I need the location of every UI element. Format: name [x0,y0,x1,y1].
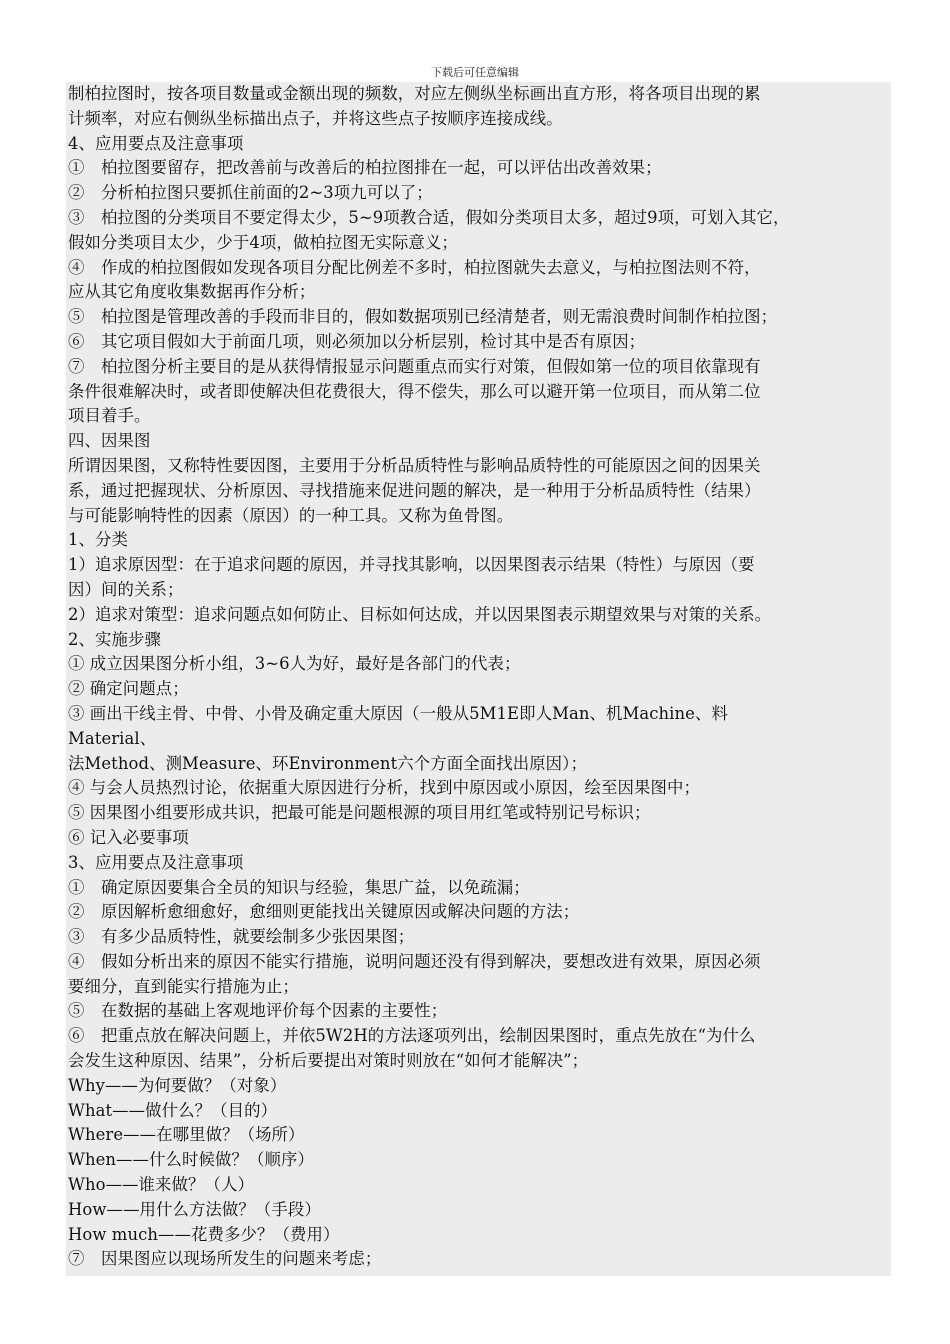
text-line: ⑦ 柏拉图分析主要目的是从获得情报显示问题重点而实行对策，但假如第一位的项目依靠现有 [68,356,761,376]
text-line: Material、 [68,728,157,748]
document-body [66,82,891,1276]
text-line: 四、因果图 [68,431,151,451]
text-line: ① 成立因果图分析小组，3~6人为好，最好是各部门的代表； [68,654,521,674]
text-line: 法Method、测Measure、环Environment六个方面全面找出原因）； [68,753,587,773]
text-line: 1）追求原因型：在于追求问题的原因，并寻找其影响，以因果图表示结果（特性）与原因（要 [68,555,755,575]
text-line: 要细分，直到能实行措施为止； [68,976,299,996]
text-line: How——用什么方法做？（手段） [68,1199,321,1219]
text-line: When——什么时候做？（顺序） [68,1150,314,1170]
text-line: 条件很难解决时，或者即使解决但花费很大，得不偿失，那么可以避开第一位项目，而从第二位 [68,381,761,401]
text-line: 与可能影响特性的因素（原因）的一种工具。又称为鱼骨图。 [68,505,514,525]
text-line: How much——花费多少？（费用） [68,1224,340,1244]
text-line: ⑥ 记入必要事项 [68,827,189,847]
text-line: What——做什么？（目的） [68,1100,278,1120]
text-line: ⑥ 其它项目假如大于前面几项，则必须加以分析层别，检讨其中是否有原因； [68,331,646,351]
text-line: 因）间的关系； [68,579,184,599]
text-line: ⑦ 因果图应以现场所发生的问题来考虑； [68,1249,382,1269]
text-line: 2）追求对策型：追求问题点如何防止、目标如何达成，并以因果图表示期望效果与对策的关系。 [68,604,772,624]
text-line: 3、应用要点及注意事项 [68,852,244,872]
text-line: ① 柏拉图要留存，把改善前与改善后的柏拉图排在一起，可以评估出改善效果； [68,158,662,178]
text-line: ⑤ 柏拉图是管理改善的手段而非目的，假如数据项别已经清楚者，则无需浪费时间制作柏拉图； [68,307,778,327]
text-line: ④ 作成的柏拉图假如发现各项目分配比例差不多时，柏拉图就失去意义，与柏拉图法则不符， [68,257,761,277]
text-line: ⑤ 在数据的基础上客观地评价每个因素的主要性； [68,1001,448,1021]
text-line: Who——谁来做？（人） [68,1175,254,1195]
text-line: 所谓因果图，又称特性要因图，主要用于分析品质特性与影响品质特性的可能原因之间的因果关 [68,455,761,475]
text-line: ④ 假如分析出来的原因不能实行措施，说明问题还没有得到解决，要想改进有效果，原因必须 [68,951,761,971]
text-line: ④ 与会人员热烈讨论，依据重大原因进行分析，找到中原因或小原因，绘至因果图中； [68,778,700,798]
text-line: 制柏拉图时，按各项目数量或金额出现的频数，对应左侧纵坐标画出直方形，将各项目出现的累 [68,84,761,103]
text-line: ② 确定问题点； [68,679,189,699]
text-line: ③ 画出干线主骨、中骨、小骨及确定重大原因（一般从5M1E即人Man、机Machine、料 [68,703,728,723]
text-line: 系，通过把握现状、分析原因、寻找措施来促进问题的解决，是一种用于分析品质特性（结果） [68,480,761,500]
text-line: ② 分析柏拉图只要抓住前面的2~3项九可以了； [68,183,433,203]
text-line: 假如分类项目太少，少于4项，做柏拉图无实际意义； [68,232,458,252]
text-line: 会发生这种原因、结果”，分析后要提出对策时则放在“如何才能解决”； [68,1051,589,1071]
text-line: 应从其它角度收集数据再作分析； [68,282,316,302]
text-line: ② 原因解析愈细愈好，愈细则更能找出关键原因或解决问题的方法； [68,902,580,922]
text-line: ① 确定原因要集合全员的知识与经验，集思广益，以免疏漏； [68,877,530,897]
text-line: ⑥ 把重点放在解决问题上，并依5W2H的方法逐项列出，绘制因果图时，重点先放在“为什么 [68,1026,756,1046]
text-line: 2、实施步骤 [68,629,161,649]
text-line: ③ 柏拉图的分类项目不要定得太少，5~9项教合适，假如分类项目太多，超过9项，可划入其它， [68,207,790,227]
text-line: 1、分类 [68,530,128,550]
text-line: ③ 有多少品质特性，就要绘制多少张因果图； [68,927,415,947]
text-line: Where——在哪里做？（场所） [68,1125,305,1145]
page-header: 下载后可任意编辑 [431,66,519,79]
text-line: 项目着手。 [68,406,151,426]
text-line: 计频率，对应右侧纵坐标描出点子，并将这些点子按顺序连接成线。 [68,108,563,128]
text-line: 4、应用要点及注意事项 [68,133,244,153]
text-line: Why——为何要做？（对象） [68,1075,287,1095]
text-line: ⑤ 因果图小组要形成共识，把最可能是问题根源的项目用红笔或特别记号标识； [68,803,651,823]
